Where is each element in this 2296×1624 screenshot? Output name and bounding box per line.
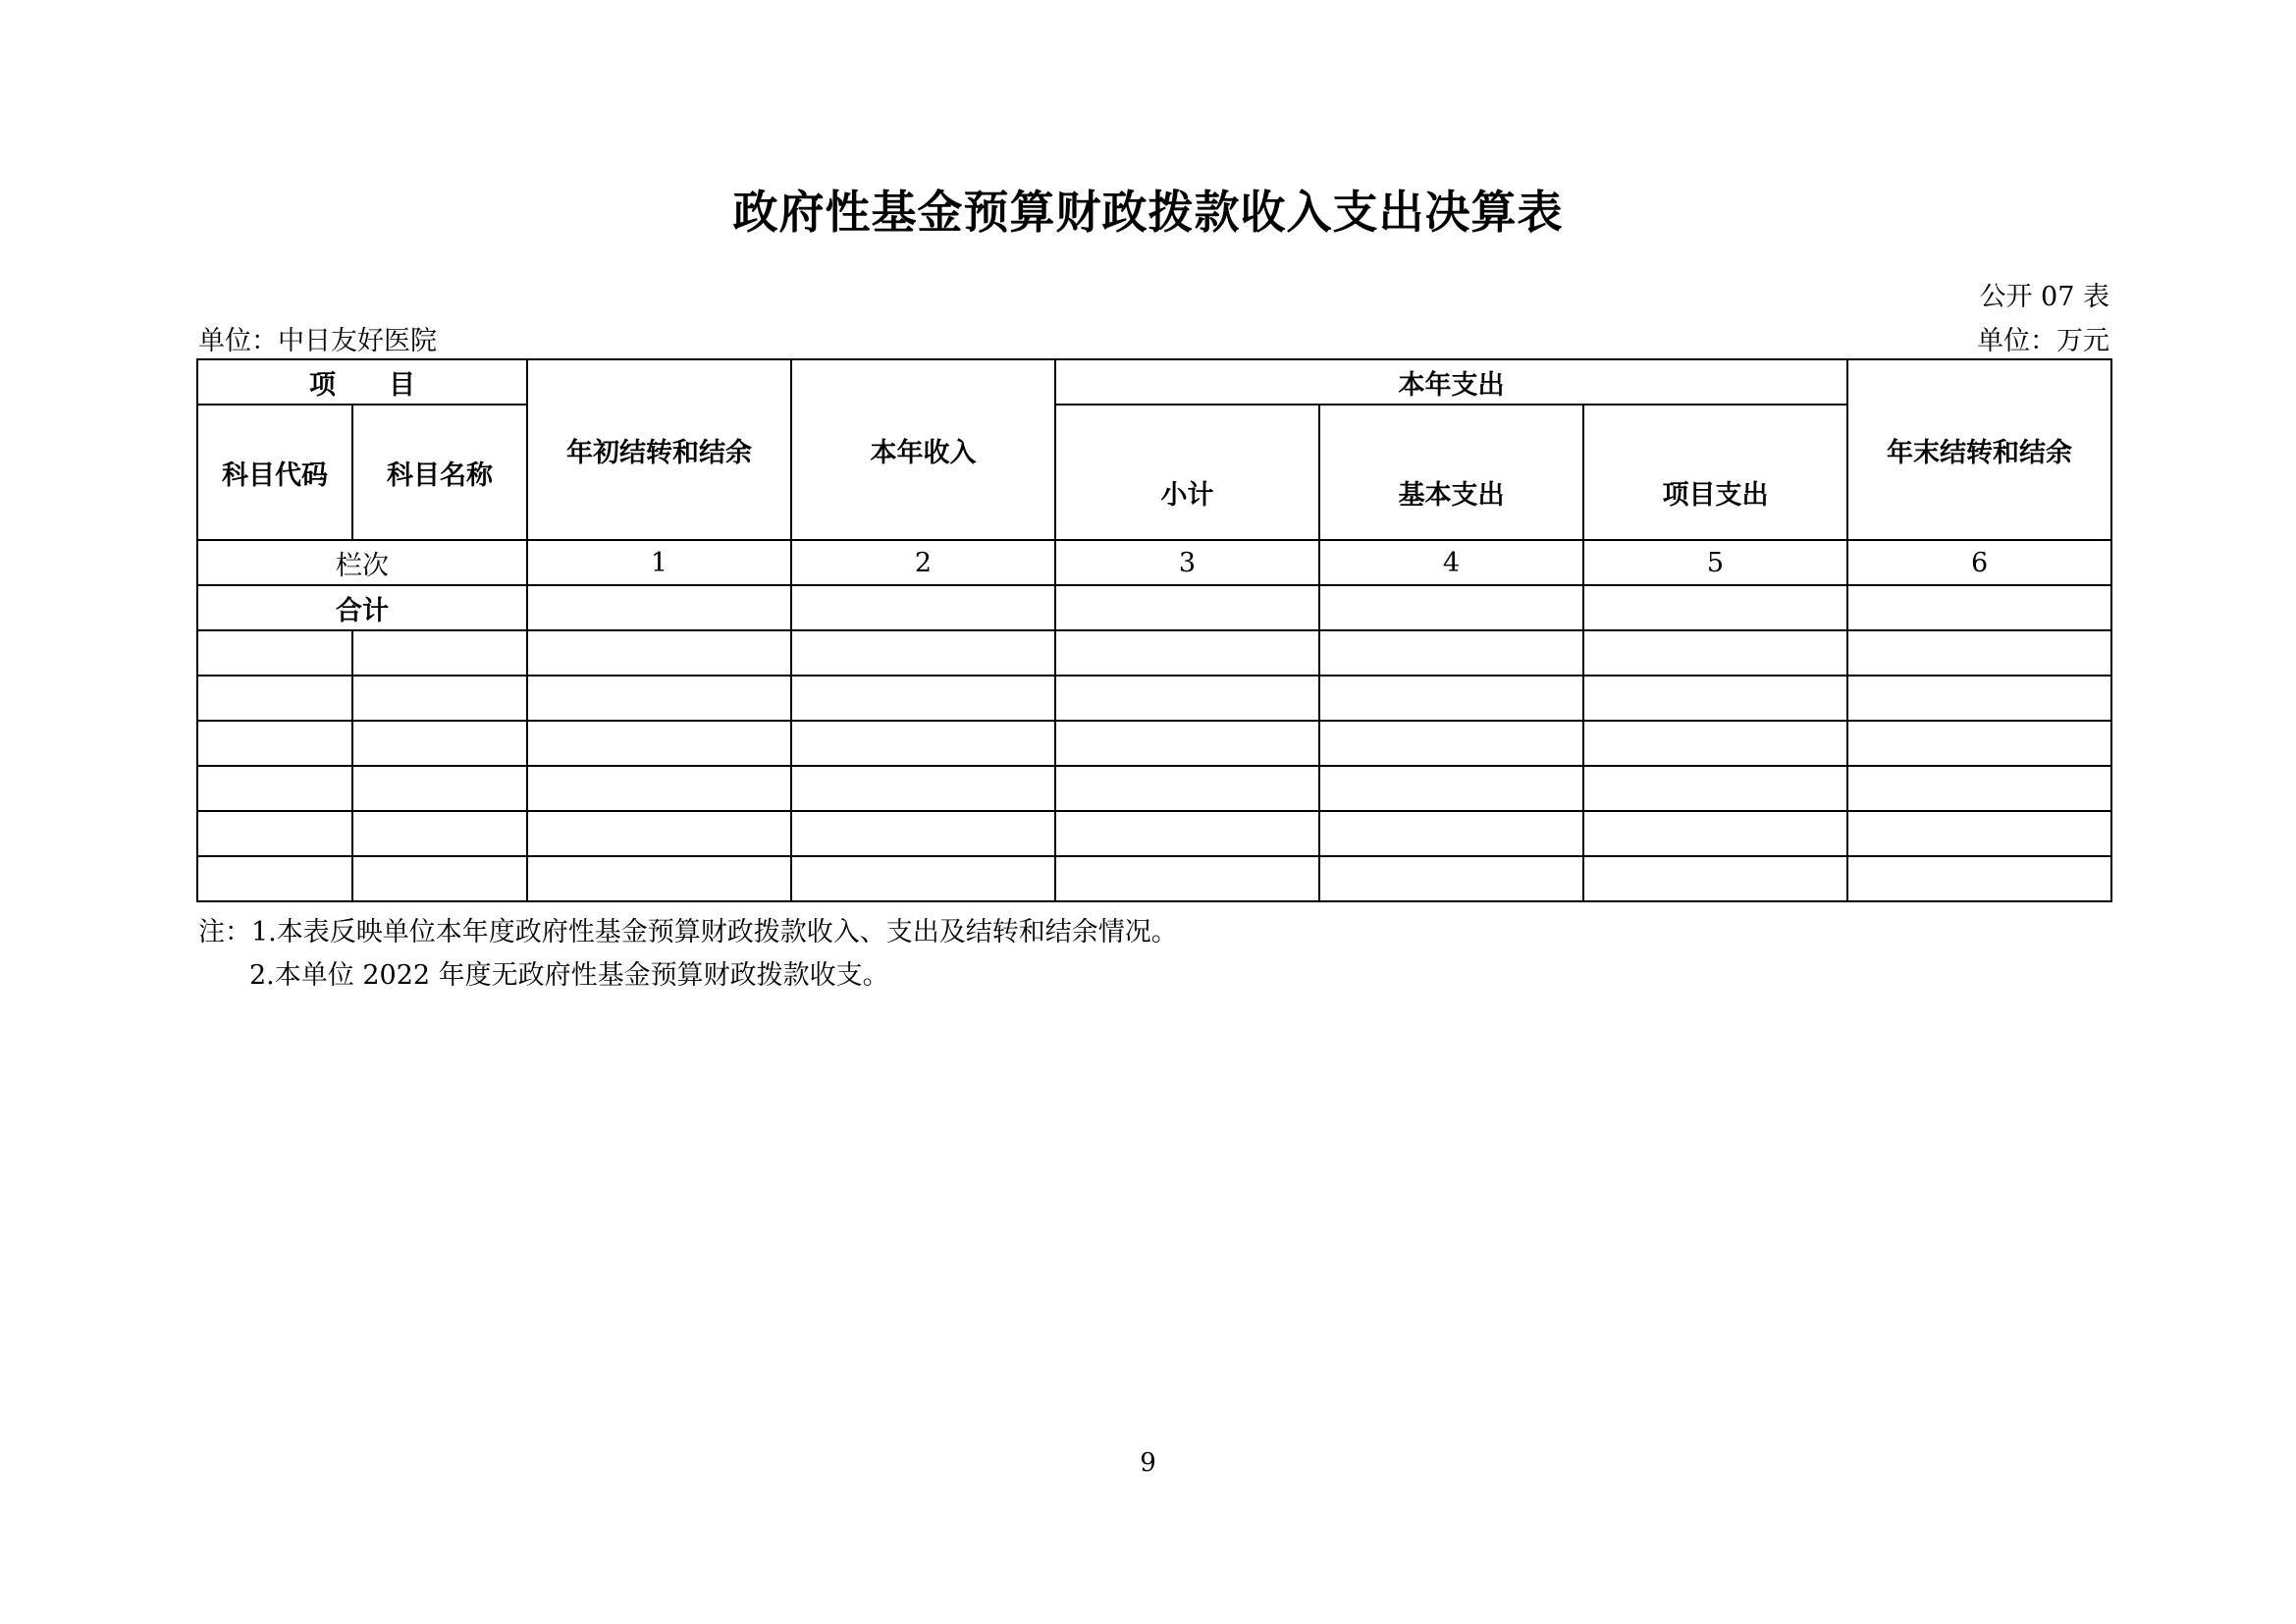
notes <box>198 911 1178 998</box>
table-cell <box>1055 630 1319 676</box>
column-number: 4 <box>1319 540 1583 585</box>
table-cell <box>1583 856 1847 901</box>
table-cell <box>527 856 791 901</box>
table-cell <box>352 766 527 811</box>
table-cell <box>1583 766 1847 811</box>
table-cell <box>527 766 791 811</box>
table-cell <box>1055 585 1319 630</box>
column-number: 1 <box>527 540 791 585</box>
header-subtotal: 小计 <box>1055 405 1319 540</box>
page-title: 政府性基金预算财政拨款收入支出决算表 <box>732 186 1564 239</box>
table-cell <box>352 676 527 721</box>
table-cell <box>352 630 527 676</box>
table-cell <box>791 811 1055 856</box>
table-cell <box>1847 766 2111 811</box>
header-subject-code: 科目代码 <box>197 405 352 540</box>
header-basic-expense: 基本支出 <box>1319 405 1583 540</box>
table-row <box>197 676 2111 721</box>
table-cell <box>527 811 791 856</box>
table-cell <box>352 811 527 856</box>
table-cell <box>527 676 791 721</box>
table-row <box>197 811 2111 856</box>
table-cell <box>1583 585 1847 630</box>
table-cell <box>1847 721 2111 766</box>
table-cell <box>1319 856 1583 901</box>
table-cell <box>1055 721 1319 766</box>
currency-unit: 单位：万元 <box>1977 326 2109 356</box>
column-number: 6 <box>1847 540 2111 585</box>
table-cell <box>1055 856 1319 901</box>
header-opening-balance: 年初结转和结余 <box>527 359 791 540</box>
table-cell <box>197 811 352 856</box>
note-1: 注：1.本表反映单位本年度政府性基金预算财政拨款收入、支出及结转和结余情况。 <box>198 917 1178 947</box>
table-cell <box>791 630 1055 676</box>
table-cell <box>527 721 791 766</box>
header-project-expense: 项目支出 <box>1583 405 1847 540</box>
table-cell <box>1847 811 2111 856</box>
table-cell <box>1583 630 1847 676</box>
table-cell <box>791 721 1055 766</box>
header-subject-name: 科目名称 <box>352 405 527 540</box>
table-cell <box>197 721 352 766</box>
form-code: 公开 07 表 <box>1979 282 2109 312</box>
table-cell <box>527 585 791 630</box>
table-cell <box>1319 811 1583 856</box>
column-number-label: 栏次 <box>197 540 527 585</box>
table-cell <box>1847 630 2111 676</box>
table-cell <box>1055 766 1319 811</box>
table-row <box>197 721 2111 766</box>
table-cell <box>352 721 527 766</box>
page-number: 9 <box>1140 1448 1156 1478</box>
total-label: 合计 <box>197 585 527 630</box>
table-cell <box>1583 721 1847 766</box>
header-closing-balance: 年末结转和结余 <box>1847 359 2111 540</box>
table-cell <box>1055 676 1319 721</box>
column-number: 5 <box>1583 540 1847 585</box>
table-cell <box>1583 811 1847 856</box>
table-cell <box>1319 721 1583 766</box>
header-current-expense: 本年支出 <box>1055 359 1847 405</box>
column-number-row <box>197 540 2111 585</box>
header-current-income: 本年收入 <box>791 359 1055 540</box>
table-cell <box>1847 676 2111 721</box>
header-row-1 <box>197 359 2111 405</box>
table-cell <box>791 766 1055 811</box>
note-2: 2.本单位 2022 年度无政府性基金预算财政拨款收支。 <box>249 960 889 991</box>
table-cell <box>197 766 352 811</box>
column-number: 3 <box>1055 540 1319 585</box>
table-cell <box>791 856 1055 901</box>
reporting-unit: 单位：中日友好医院 <box>198 326 437 356</box>
table-cell <box>197 676 352 721</box>
table-row <box>197 630 2111 676</box>
table-cell <box>1319 676 1583 721</box>
table-cell <box>1319 766 1583 811</box>
header-row-2 <box>197 405 2111 540</box>
table-cell <box>1847 856 2111 901</box>
table-cell <box>791 676 1055 721</box>
table-cell <box>1055 811 1319 856</box>
header-item: 项 目 <box>197 359 527 405</box>
budget-table <box>196 358 2112 902</box>
table-cell <box>352 856 527 901</box>
table-cell <box>1319 630 1583 676</box>
table-cell <box>791 585 1055 630</box>
table-cell <box>1847 585 2111 630</box>
column-number: 2 <box>791 540 1055 585</box>
table-row <box>197 766 2111 811</box>
table-cell <box>527 630 791 676</box>
table-cell <box>197 856 352 901</box>
table-cell <box>1319 585 1583 630</box>
table-cell <box>197 630 352 676</box>
table-cell <box>1583 676 1847 721</box>
total-row <box>197 585 2111 630</box>
table-row <box>197 856 2111 901</box>
